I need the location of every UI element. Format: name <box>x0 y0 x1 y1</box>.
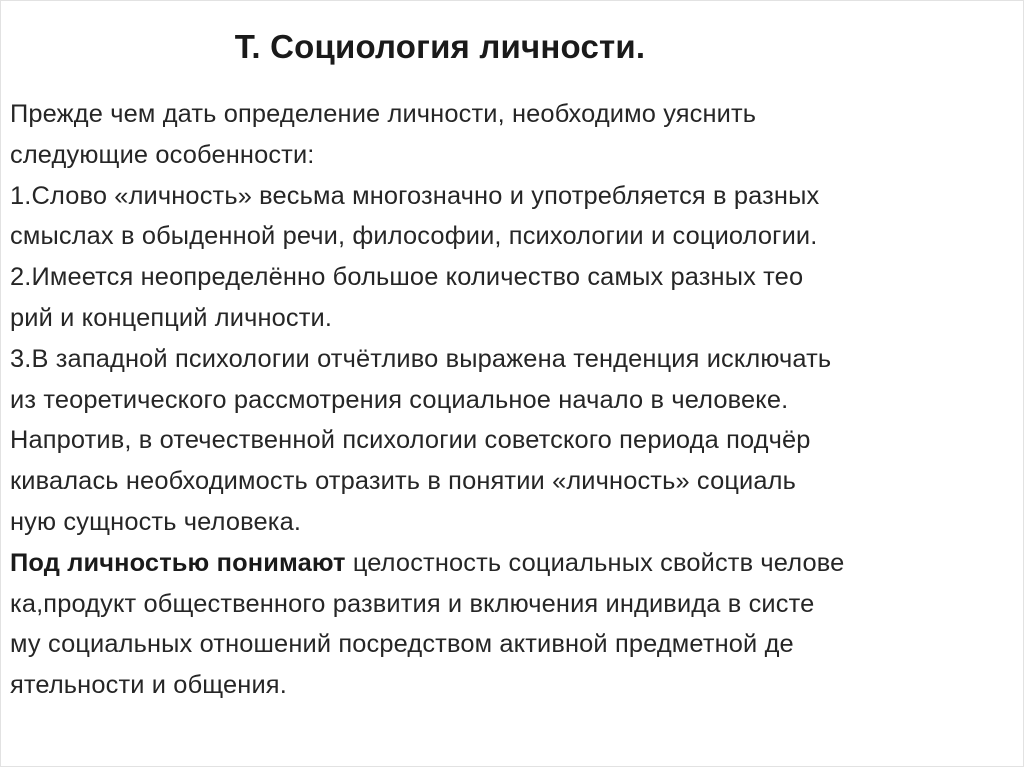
left-border <box>0 0 1 767</box>
top-border <box>0 0 1024 1</box>
body-line-2: следующие особенности: <box>10 140 315 169</box>
body-line-4: смыслах в обыденной речи, философии, психологии и социологии. <box>10 222 818 251</box>
slide-title: Т. Социология личности. <box>234 28 646 65</box>
body-line-7: 3.В западной психологии отчётливо выражена тенденция исключать <box>10 344 832 373</box>
body-line-11: ную сущность человека. <box>10 507 302 536</box>
slide-body <box>10 94 1015 706</box>
body-line-10: кивалась необходимость отразить в понятии «личность» социаль <box>10 467 796 496</box>
body-line-3: 1.Слово «личность» весьма многозначно и употребляется в разных <box>10 181 820 210</box>
body-line-9: Напротив, в отечественной психологии советского периода подчёр <box>10 426 811 455</box>
body-line-1: Прежде чем дать определение личности, необходимо уяснить <box>10 100 757 128</box>
body-line-6: рий и концепций личности. <box>10 303 333 332</box>
definition-lead: Под личностью понимают <box>10 548 346 577</box>
body-line-5: 2.Имеется неопределённо большое количество самых разных тео <box>10 263 804 292</box>
definition-line-4: ятельности и общения. <box>10 671 287 700</box>
definition-first-line-rest: целостность социальных свойств челове <box>345 548 845 577</box>
definition-line-2: ка,продукт общественного развития и включения индивида в систе <box>10 589 815 618</box>
body-line-8: из теоретического рассмотрения социальное начало в человеке. <box>10 385 789 414</box>
definition-line-1 <box>10 543 1015 584</box>
definition-line-3: му социальных отношений посредством активной предметной де <box>10 630 794 659</box>
